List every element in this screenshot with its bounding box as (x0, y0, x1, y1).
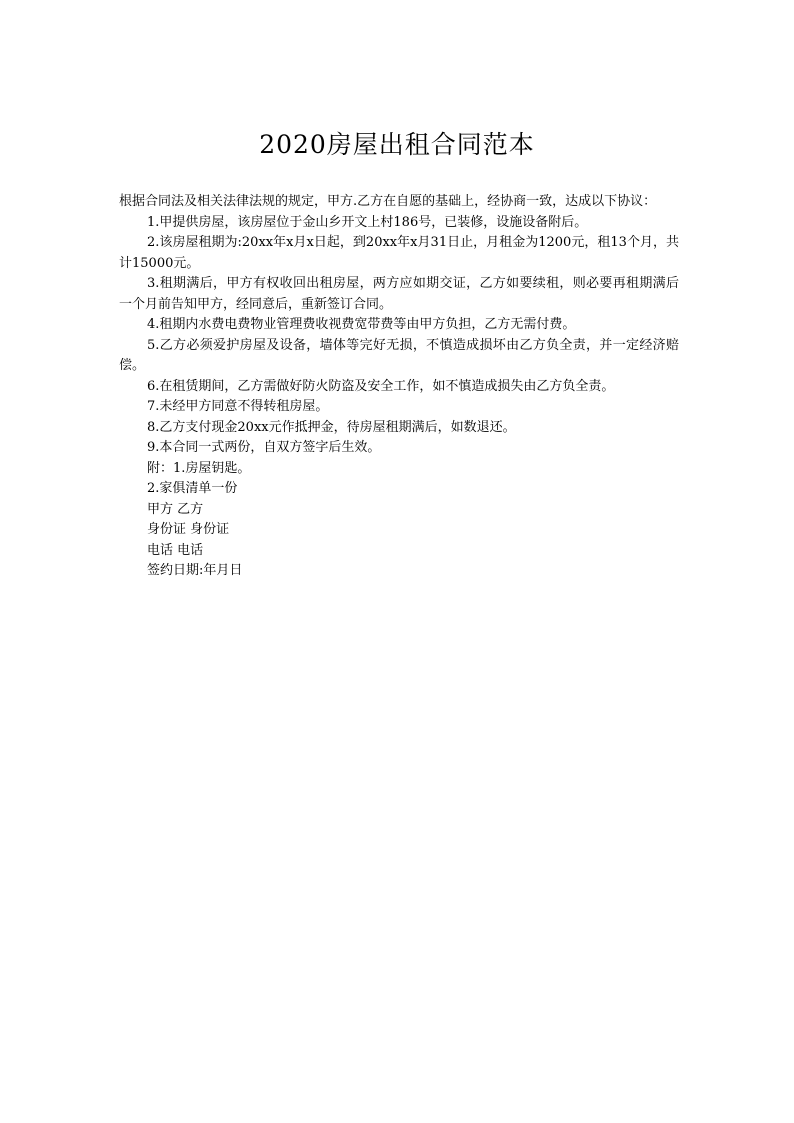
document-title: 2020房屋出租合同范本 (259, 130, 535, 159)
clause-2: 2.该房屋租期为:20xx年x月x日起，到20xx年x月31日止，月租金为1200元，租13个月，共计15000元。 (119, 235, 679, 271)
clause-5: 5.乙方必须爱护房屋及设备，墙体等完好无损，不慎造成损坏由乙方负全责，并一定经济赔偿。 (119, 337, 679, 373)
signature-phone-line: 电话 电话 (147, 542, 204, 558)
attachment-line-2: 2.家俱清单一份 (147, 481, 238, 496)
signature-id-line: 身份证 身份证 (147, 522, 230, 537)
clause-7: 7.未经甲方同意不得转租房屋。 (147, 399, 329, 414)
clause-4: 4.租期内水费电费物业管理费收视费宽带费等由甲方负担，乙方无需付费。 (147, 317, 576, 332)
attachment-line-1: 附：1.房屋钥匙。 (147, 460, 251, 476)
document-body (119, 192, 679, 582)
intro-paragraph: 根据合同法及相关法律法规的规定，甲方.乙方在自愿的基础上，经协商一致，达成以下协议： (119, 194, 657, 209)
signature-date-line: 签约日期:年月日 (147, 563, 243, 578)
clause-1: 1.甲提供房屋，该房屋位于金山乡开文上村186号，已装修，设施设备附后。 (147, 214, 588, 230)
clause-9: 9.本合同一式两份，自双方签字后生效。 (147, 440, 381, 455)
clause-3: 3.租期满后，甲方有权收回出租房屋，两方应如期交证，乙方如要续租，则必要再租期满后一个月前告知甲方，经同意后，重新签订合同。 (119, 276, 679, 312)
clause-6: 6.在租赁期间，乙方需做好防火防盗及安全工作，如不慎造成损失由乙方负全责。 (147, 378, 615, 394)
clause-8: 8.乙方支付现金20xx元作抵押金，待房屋租期满后，如数退还。 (147, 419, 516, 435)
signature-parties-line: 甲方 乙方 (147, 501, 204, 517)
